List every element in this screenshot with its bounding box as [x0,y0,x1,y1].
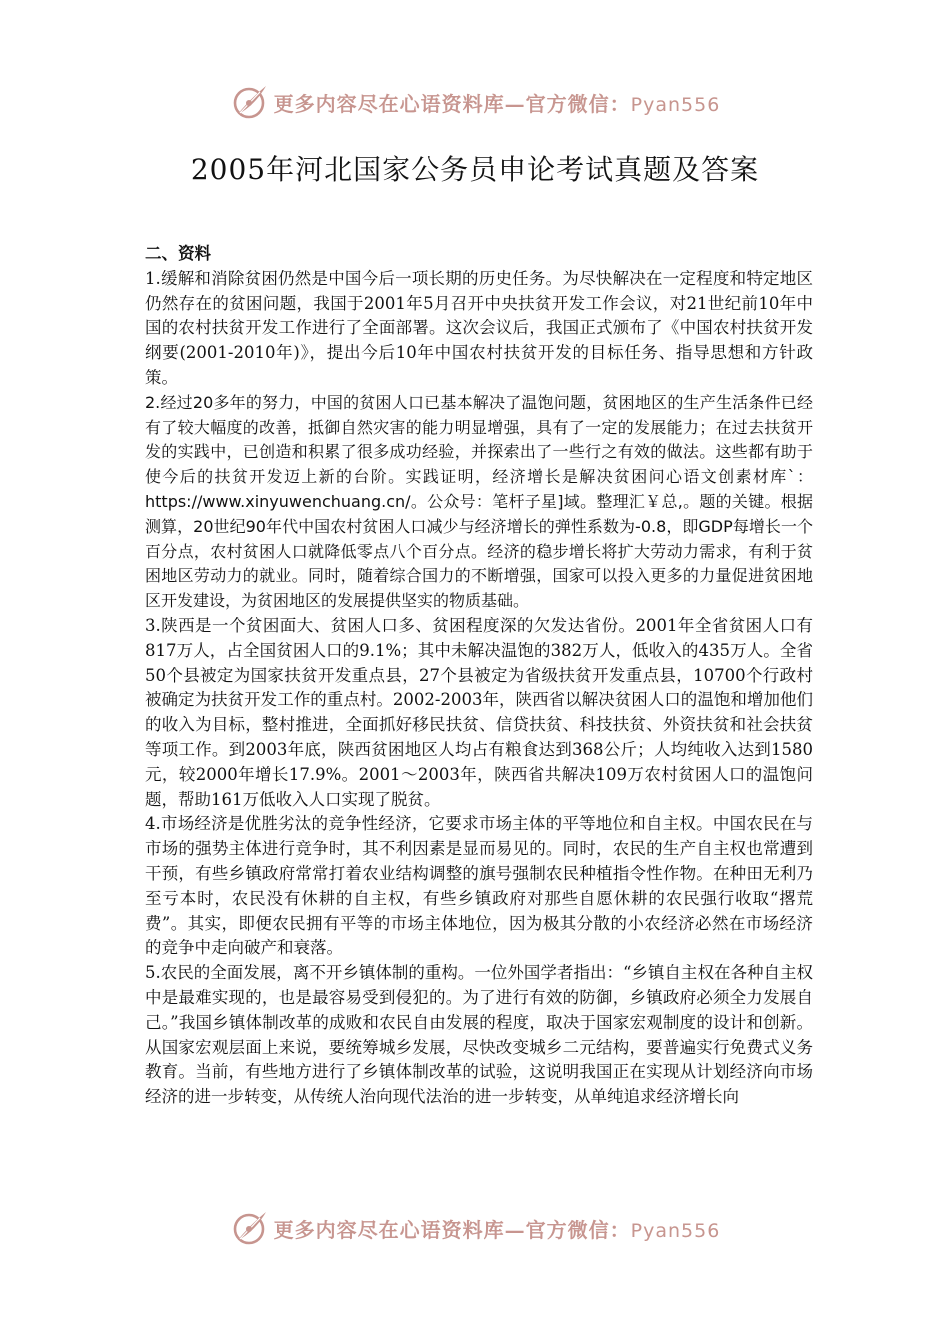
paragraph-2: 2.经过20多年的努力，中国的贫困人口已基本解决了温饱问题，贫困地区的生产生活条件已经有了较大幅度的改善，抵御自然灾害的能力明显增强，具有了一定的发展能力；在过去扶贫开发的实践中，已创造和积累了很多成功经验，并探索出了一些行之有效的做法。这些都有助于使今后的扶贫开发迈上新的台阶。实践证明，经济增长是解决贫困问心语文创素材库`：https://www.xinyuwenchuang.cn/。公众号：笔杆子星]域。整理汇￥总,。题的关键。根据测算，20世纪90年代中国农村贫困人口减少与经济增长的弹性系数为-0.8，即GDP每增长一个百分点，农村贫困人口就降低零点八个百分点。经济的稳步增长将扩大劳动力需求，有利于贫困地区劳动力的就业。同时，随着综合国力的不断增强，国家可以投入更多的力量促进贫困地区开发建设，为贫困地区的发展提供坚实的物质基础。 [145,392,813,611]
document-title: 2005年河北国家公务员申论考试真题及答案 [190,153,760,186]
paragraph-1: 1.缓解和消除贫困仍然是中国今后一项长期的历史任务。为尽快解决在一定程度和特定地区仍然存在的贫困问题，我国于2001年5月召开中央扶贫开发工作会议，对21世纪前10年中国的农村扶贫开发工作进行了全面部署。这次会议后，我国正式颁布了《中国农村扶贫开发纲要(2001-2010年)》，提出今后10年中国农村扶贫开发的目标任务、指导思想和方针政策。 [145,268,813,387]
footer-watermark-banner [0,1206,950,1250]
watermark-text: 更多内容尽在心语资料库—官方微信：Pyan556 [273,1217,721,1242]
watermark-text: 更多内容尽在心语资料库—官方微信：Pyan556 [273,91,721,116]
feather-pen-logo-icon [230,82,270,122]
section-heading: 二、资料 [145,244,211,263]
paragraph-3: 3.陕西是一个贫困面大、贫困人口多、贫困程度深的欠发达省份。2001年全省贫困人口有817万人，占全国贫困人口的9.1%；其中未解决温饱的382万人，低收入的435万人。全省50个县被定为国家扶贫开发重点县，27个县被定为省级扶贫开发重点县，10700个行政村被确定为扶贫开发工作的重点村。2002-2003年，陕西省以解决贫困人口的温饱和增加他们的收入为目标，整村推进，全面抓好移民扶贫、信贷扶贫、科技扶贫、外资扶贫和社会扶贫等项工作。到2003年底，陕西贫困地区人均占有粮食达到368公斤；人均纯收入达到1580元，较2000年增长17.9%。2001～2003年，陕西省共解决109万农村贫困人口的温饱问题，帮助161万低收入人口实现了脱贫。 [145,615,813,809]
header-watermark-banner [0,80,950,124]
paragraph-5: 5.农民的全面发展，离不开乡镇体制的重构。一位外国学者指出：“乡镇自主权在各种自主权中是最难实现的，也是最容易受到侵犯的。为了进行有效的防御，乡镇政府必须全力发展自己。”我国乡镇体制改革的成败和农民自由发展的程度，取决于国家宏观制度的设计和创新。从国家宏观层面上来说，要统筹城乡发展，尽快改变城乡二元结构，要普遍实行免费式义务教育。当前，有些地方进行了乡镇体制改革的试验，这说明我国正在实现从计划经济向市场经济的进一步转变，从传统人治向现代法治的进一步转变，从单纯追求经济增长向 [145,963,813,1107]
document-body [145,242,813,1110]
feather-pen-logo-icon [230,1208,270,1248]
paragraph-4: 4.市场经济是优胜劣汰的竞争性经济，它要求市场主体的平等地位和自主权。中国农民在与市场的强势主体进行竞争时，其不利因素是显而易见的。同时，农民的生产自主权也常遭到干预，有些乡镇政府常常打着农业结构调整的旗号强制农民种植指令性作物。在种田无利乃至亏本时，农民没有休耕的自主权，有些乡镇政府对那些自愿休耕的农民强行收取“撂荒费”。其实，即便农民拥有平等的市场主体地位，因为极其分散的小农经济必然在市场经济的竞争中走向破产和衰落。 [145,814,813,958]
